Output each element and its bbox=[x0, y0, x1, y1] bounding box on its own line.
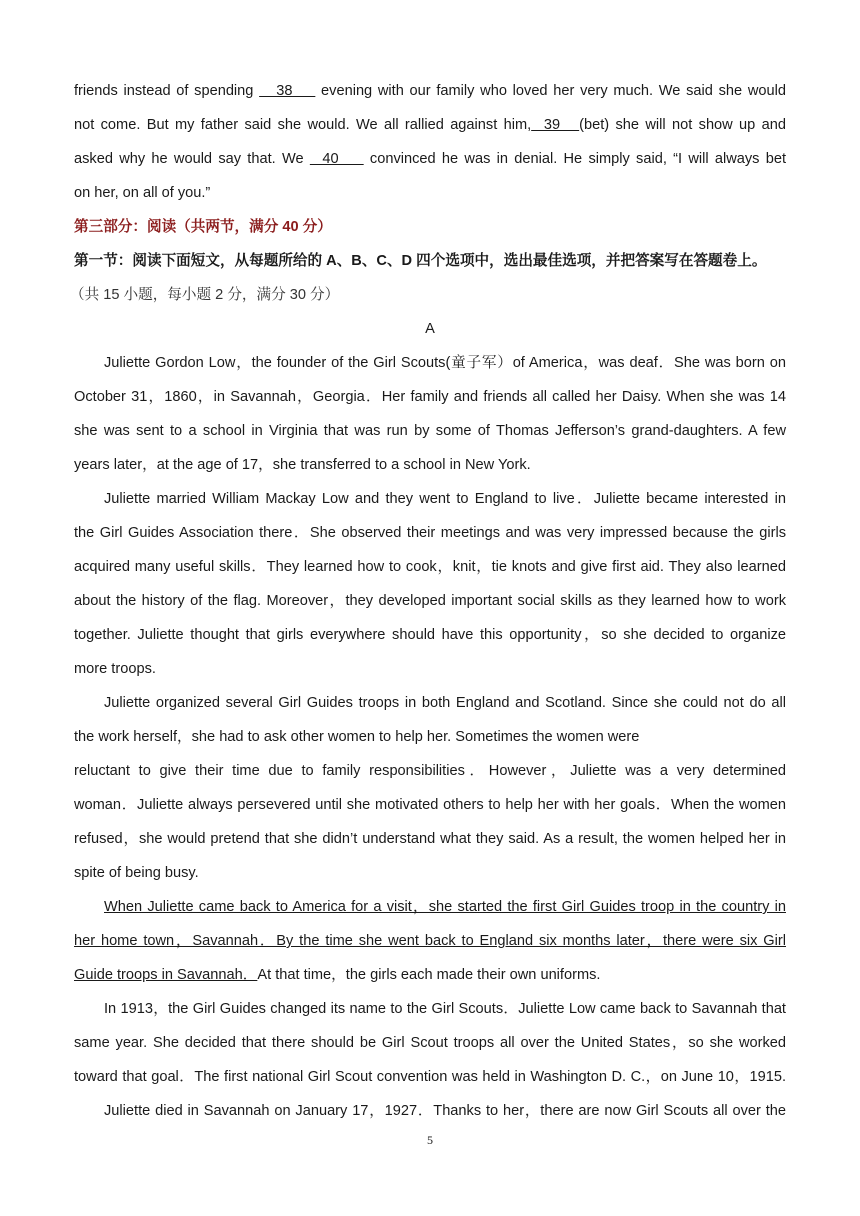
passage-line: Juliette died in Savannah on January 17，1927．Thanks to her，there are now Girl Scouts all over the bbox=[104, 1103, 786, 1119]
cloze-line-1 bbox=[74, 81, 786, 101]
blank-38: 38 bbox=[259, 83, 316, 99]
section-heading: 第三部分：阅读（共两节，满分 40 分） bbox=[74, 219, 332, 235]
underlined-sentence-end: Guide troops in Savannah． bbox=[74, 967, 258, 983]
underlined-sentence-line: When Juliette came back to America for a visit，she started the first Girl Guides troop in the country in bbox=[104, 899, 786, 915]
passage-line: toward that goal．The first national Girl Scout convention was held in Washington D. C.，on June 10，1915. bbox=[74, 1069, 786, 1085]
blank-40: 40 bbox=[309, 151, 364, 167]
passage-line: Juliette married William Mackay Low and they went to England to live．Juliette became interested in bbox=[104, 491, 786, 507]
passage-line bbox=[74, 965, 786, 985]
passage-line: more troops. bbox=[74, 661, 156, 677]
passage-line: Juliette organized several Girl Guides troops in both England and Scotland. Since she could not do all bbox=[104, 695, 786, 711]
passage-line: same year. She decided that there should be Girl Scout troops all over the United States，so she worked bbox=[74, 1035, 786, 1051]
passage-line: refused，she would pretend that she didn’t understand what they said. As a result, the women helped her in bbox=[74, 831, 786, 847]
blank-39: 39 bbox=[531, 117, 580, 133]
passage-line: woman．Juliette always persevered until she motivated others to help her with her goals．When the women bbox=[74, 797, 786, 813]
passage-line: October 31，1860，in Savannah，Georgia．Her family and friends all called her Daisy. When she was 14 bbox=[74, 389, 786, 405]
section-note: （共 15 小题，每小题 2 分，满分 30 分） bbox=[70, 287, 340, 303]
instruction-options: A、B、C、D bbox=[326, 253, 413, 269]
passage-line: Juliette Gordon Low，the founder of the Girl Scouts(童子军）of America，was deaf．She was born on bbox=[104, 355, 786, 371]
passage-line: the work herself，she had to ask other women to help her. Sometimes the women were bbox=[74, 729, 640, 745]
cloze-text: not come. But my father said she would. We all rallied against him, bbox=[74, 117, 532, 133]
passage-line: In 1913，the Girl Guides changed its name to the Girl Scouts．Juliette Low came back to Savannah that bbox=[104, 1001, 786, 1017]
passage-line: the Girl Guides Association there．She observed their meetings and was very impressed because the girls bbox=[74, 525, 786, 541]
section-instruction bbox=[74, 251, 786, 271]
instruction-text: 四个选项中，选出最佳选项，并把答案写在答题卷上。 bbox=[412, 253, 767, 269]
page-number: 5 bbox=[427, 1133, 433, 1147]
passage-line: she was sent to a school in Virginia that was run by some of Thomas Jefferson’s grand-daughters. A few bbox=[74, 423, 786, 439]
passage-line: reluctant to give their time due to family responsibilities．However，Juliette was a very determined bbox=[74, 763, 786, 779]
passage-label: A bbox=[425, 321, 435, 337]
instruction-text: 第一节：阅读下面短文，从每题所给的 bbox=[74, 253, 327, 269]
cloze-line-3 bbox=[74, 149, 786, 169]
cloze-text: friends instead of spending bbox=[74, 83, 260, 99]
passage-line: years later，at the age of 17，she transferred to a school in New York. bbox=[74, 457, 531, 473]
underlined-sentence-line: her home town，Savannah．By the time she went back to England six months later，there were six Girl bbox=[74, 933, 786, 949]
cloze-line-4: on her, on all of you.” bbox=[74, 185, 211, 201]
cloze-text: (bet) she will not show up and bbox=[579, 117, 786, 133]
passage-line: acquired many useful skills．They learned how to cook，knit，tie knots and give first aid. They also learned bbox=[74, 559, 786, 575]
cloze-line-2 bbox=[74, 115, 786, 135]
cloze-text: convinced he was in denial. He simply said, “I will always bet bbox=[363, 151, 787, 167]
passage-line: together. Juliette thought that girls everywhere should have this opportunity，so she decided to organize bbox=[74, 627, 786, 643]
passage-text: At that time，the girls each made their own uniforms. bbox=[257, 967, 601, 983]
cloze-text: evening with our family who loved her very much. We said she would bbox=[315, 83, 786, 99]
cloze-text: asked why he would say that. We bbox=[74, 151, 310, 167]
passage-line: about the history of the flag. Moreover，they developed important social skills as they learned how to work bbox=[74, 593, 786, 609]
passage-line: spite of being busy. bbox=[74, 865, 199, 881]
